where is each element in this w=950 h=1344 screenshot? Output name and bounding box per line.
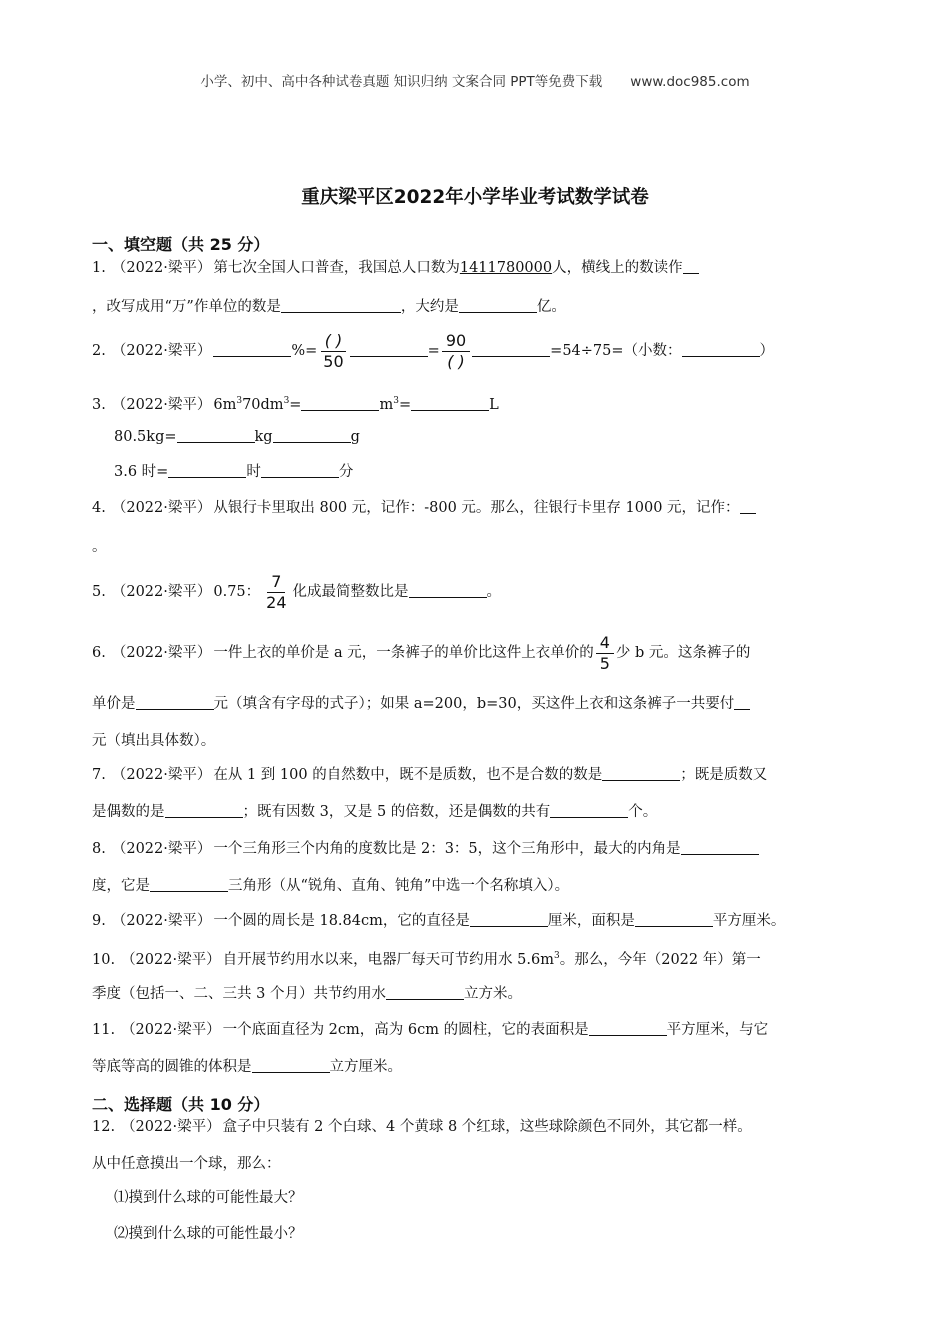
answer-blank[interactable]	[301, 395, 379, 411]
q1-line-1: 1. （2022·梁平） 第七次全国人口普查，我国总人口数为1411780000人，横线上的数读作	[92, 258, 699, 278]
q12-line-1: 12. （2022·梁平） 盒子中只装有 2 个白球、4 个黄球 8 个红球，这些球除颜色不同外，其它都一样。	[92, 1119, 752, 1135]
answer-blank[interactable]	[273, 427, 351, 443]
answer-blank[interactable]	[150, 876, 228, 892]
header-text: 小学、初中、高中各种试卷真题 知识归纳 文案合同 PPT等免费下载	[200, 74, 603, 90]
fraction-4-5: $\frac{4}{5}$	[596, 633, 614, 674]
answer-blank[interactable]	[550, 802, 628, 818]
q7-line-2: 是偶数的是 ；既有因数 3，又是 5 的倍数，还是偶数的共有 个。	[92, 804, 658, 820]
answer-blank[interactable]	[409, 582, 487, 598]
section-1-title: 一、填空题（共 25 分）	[92, 235, 270, 254]
answer-blank[interactable]	[470, 911, 548, 927]
answer-blank[interactable]	[459, 297, 537, 313]
answer-blank[interactable]	[213, 341, 291, 357]
q8-line-1: 8. （2022·梁平） 一个三角形三个内角的度数比是 2：3：5，这个三角形中，最大的内角是	[92, 839, 759, 859]
q5-line: 5. （2022·梁平） 0.75： $\frac{7}{24}$ 化成最简整数比是 。	[92, 571, 502, 612]
answer-blank[interactable]	[136, 694, 214, 710]
answer-blank[interactable]	[589, 1020, 667, 1036]
q4-line-2: 。	[92, 539, 107, 555]
q11-line-2: 等底等高的圆锥的体积是 立方厘米。	[92, 1059, 402, 1075]
header-site: www.doc985.com	[630, 74, 750, 90]
q3-line-2: 80.5kg= kg g	[114, 429, 360, 445]
fraction-7-24: $\frac{7}{24}$	[266, 571, 287, 612]
answer-blank[interactable]	[734, 694, 750, 710]
q1-line-2: ，改写成用“万”作单位的数是 ，大约是 亿。	[92, 299, 566, 315]
answer-blank[interactable]	[602, 765, 680, 781]
q12-sub-1: ⑴摸到什么球的可能性最大？	[114, 1190, 303, 1206]
q10-line-2: 季度（包括一、二、三共 3 个月）共节约用水 立方米。	[92, 986, 522, 1002]
q10-line-1: 10. （2022·梁平） 自开展节约用水以来，电器厂每天可节约用水 $5.6m^3$。那么，今年（2022 年）第一	[92, 951, 761, 968]
q3-line-1: 3. （2022·梁平） $6m^370dm^3= m^3= L$	[92, 396, 499, 413]
page-title: 重庆梁平区2022年小学毕业考试数学试卷	[301, 187, 649, 208]
q9-line: 9. （2022·梁平） 一个圆的周长是 18.84cm，它的直径是 厘米，面积是 平方厘米。	[92, 913, 786, 929]
answer-blank[interactable]	[350, 341, 428, 357]
q11-line-1: 11. （2022·梁平） 一个底面直径为 2cm，高为 6cm 的圆柱，它的表面积是 平方厘米，与它	[92, 1022, 769, 1038]
answer-blank[interactable]	[281, 297, 401, 313]
fraction-2: $\frac{90}{( )}$	[442, 331, 470, 372]
q12-line-2: 从中任意摸出一个球，那么：	[92, 1156, 281, 1172]
q6-line-3: 元（填出具体数）。	[92, 733, 216, 749]
q6-line-2: 单价是 元（填含有字母的式子）；如果 a=200，b=30，买这件上衣和这条裤子一共要付	[92, 694, 750, 714]
section-2-title: 二、选择题（共 10 分）	[92, 1095, 270, 1114]
answer-blank[interactable]	[168, 462, 246, 478]
fraction-1: $\frac{( )}{50}$	[319, 331, 347, 372]
q2-line: 2. （2022·梁平） %= $\frac{( )}{50}$ = $\frac{90}{( )}$ =54÷75=（小数： ）	[92, 330, 775, 371]
population-number: 1411780000	[459, 260, 553, 276]
answer-blank[interactable]	[177, 427, 255, 443]
q3-line-3: 3.6 时= 时 分	[114, 464, 354, 480]
q12-sub-2: ⑵摸到什么球的可能性最小？	[114, 1226, 303, 1242]
q7-line-1: 7. （2022·梁平） 在从 1 到 100 的自然数中，既不是质数，也不是合数的数是 ；既是质数又	[92, 767, 768, 783]
answer-blank[interactable]	[681, 839, 759, 855]
answer-blank[interactable]	[683, 258, 699, 274]
q4-line-1: 4. （2022·梁平） 从银行卡里取出 800 元，记作：-800 元。那么，往银行卡里存 1000 元，记作：	[92, 498, 756, 518]
answer-blank[interactable]	[635, 911, 713, 927]
answer-blank[interactable]	[411, 395, 489, 411]
answer-blank[interactable]	[472, 341, 550, 357]
page-header	[0, 70, 950, 90]
q8-line-2: 度，它是 三角形（从“锐角、直角、钝角”中选一个名称填入）。	[92, 878, 570, 894]
answer-blank[interactable]	[740, 498, 756, 514]
answer-blank[interactable]	[165, 802, 243, 818]
answer-blank[interactable]	[386, 984, 464, 1000]
answer-blank[interactable]	[252, 1057, 330, 1073]
answer-blank[interactable]	[261, 462, 339, 478]
q6-line-1: 6. （2022·梁平） 一件上衣的单价是 a 元，一条裤子的单价比这件上衣单价的 $\frac{4}{5}$ 少 b 元。这条裤子的	[92, 632, 751, 673]
answer-blank[interactable]	[682, 341, 760, 357]
